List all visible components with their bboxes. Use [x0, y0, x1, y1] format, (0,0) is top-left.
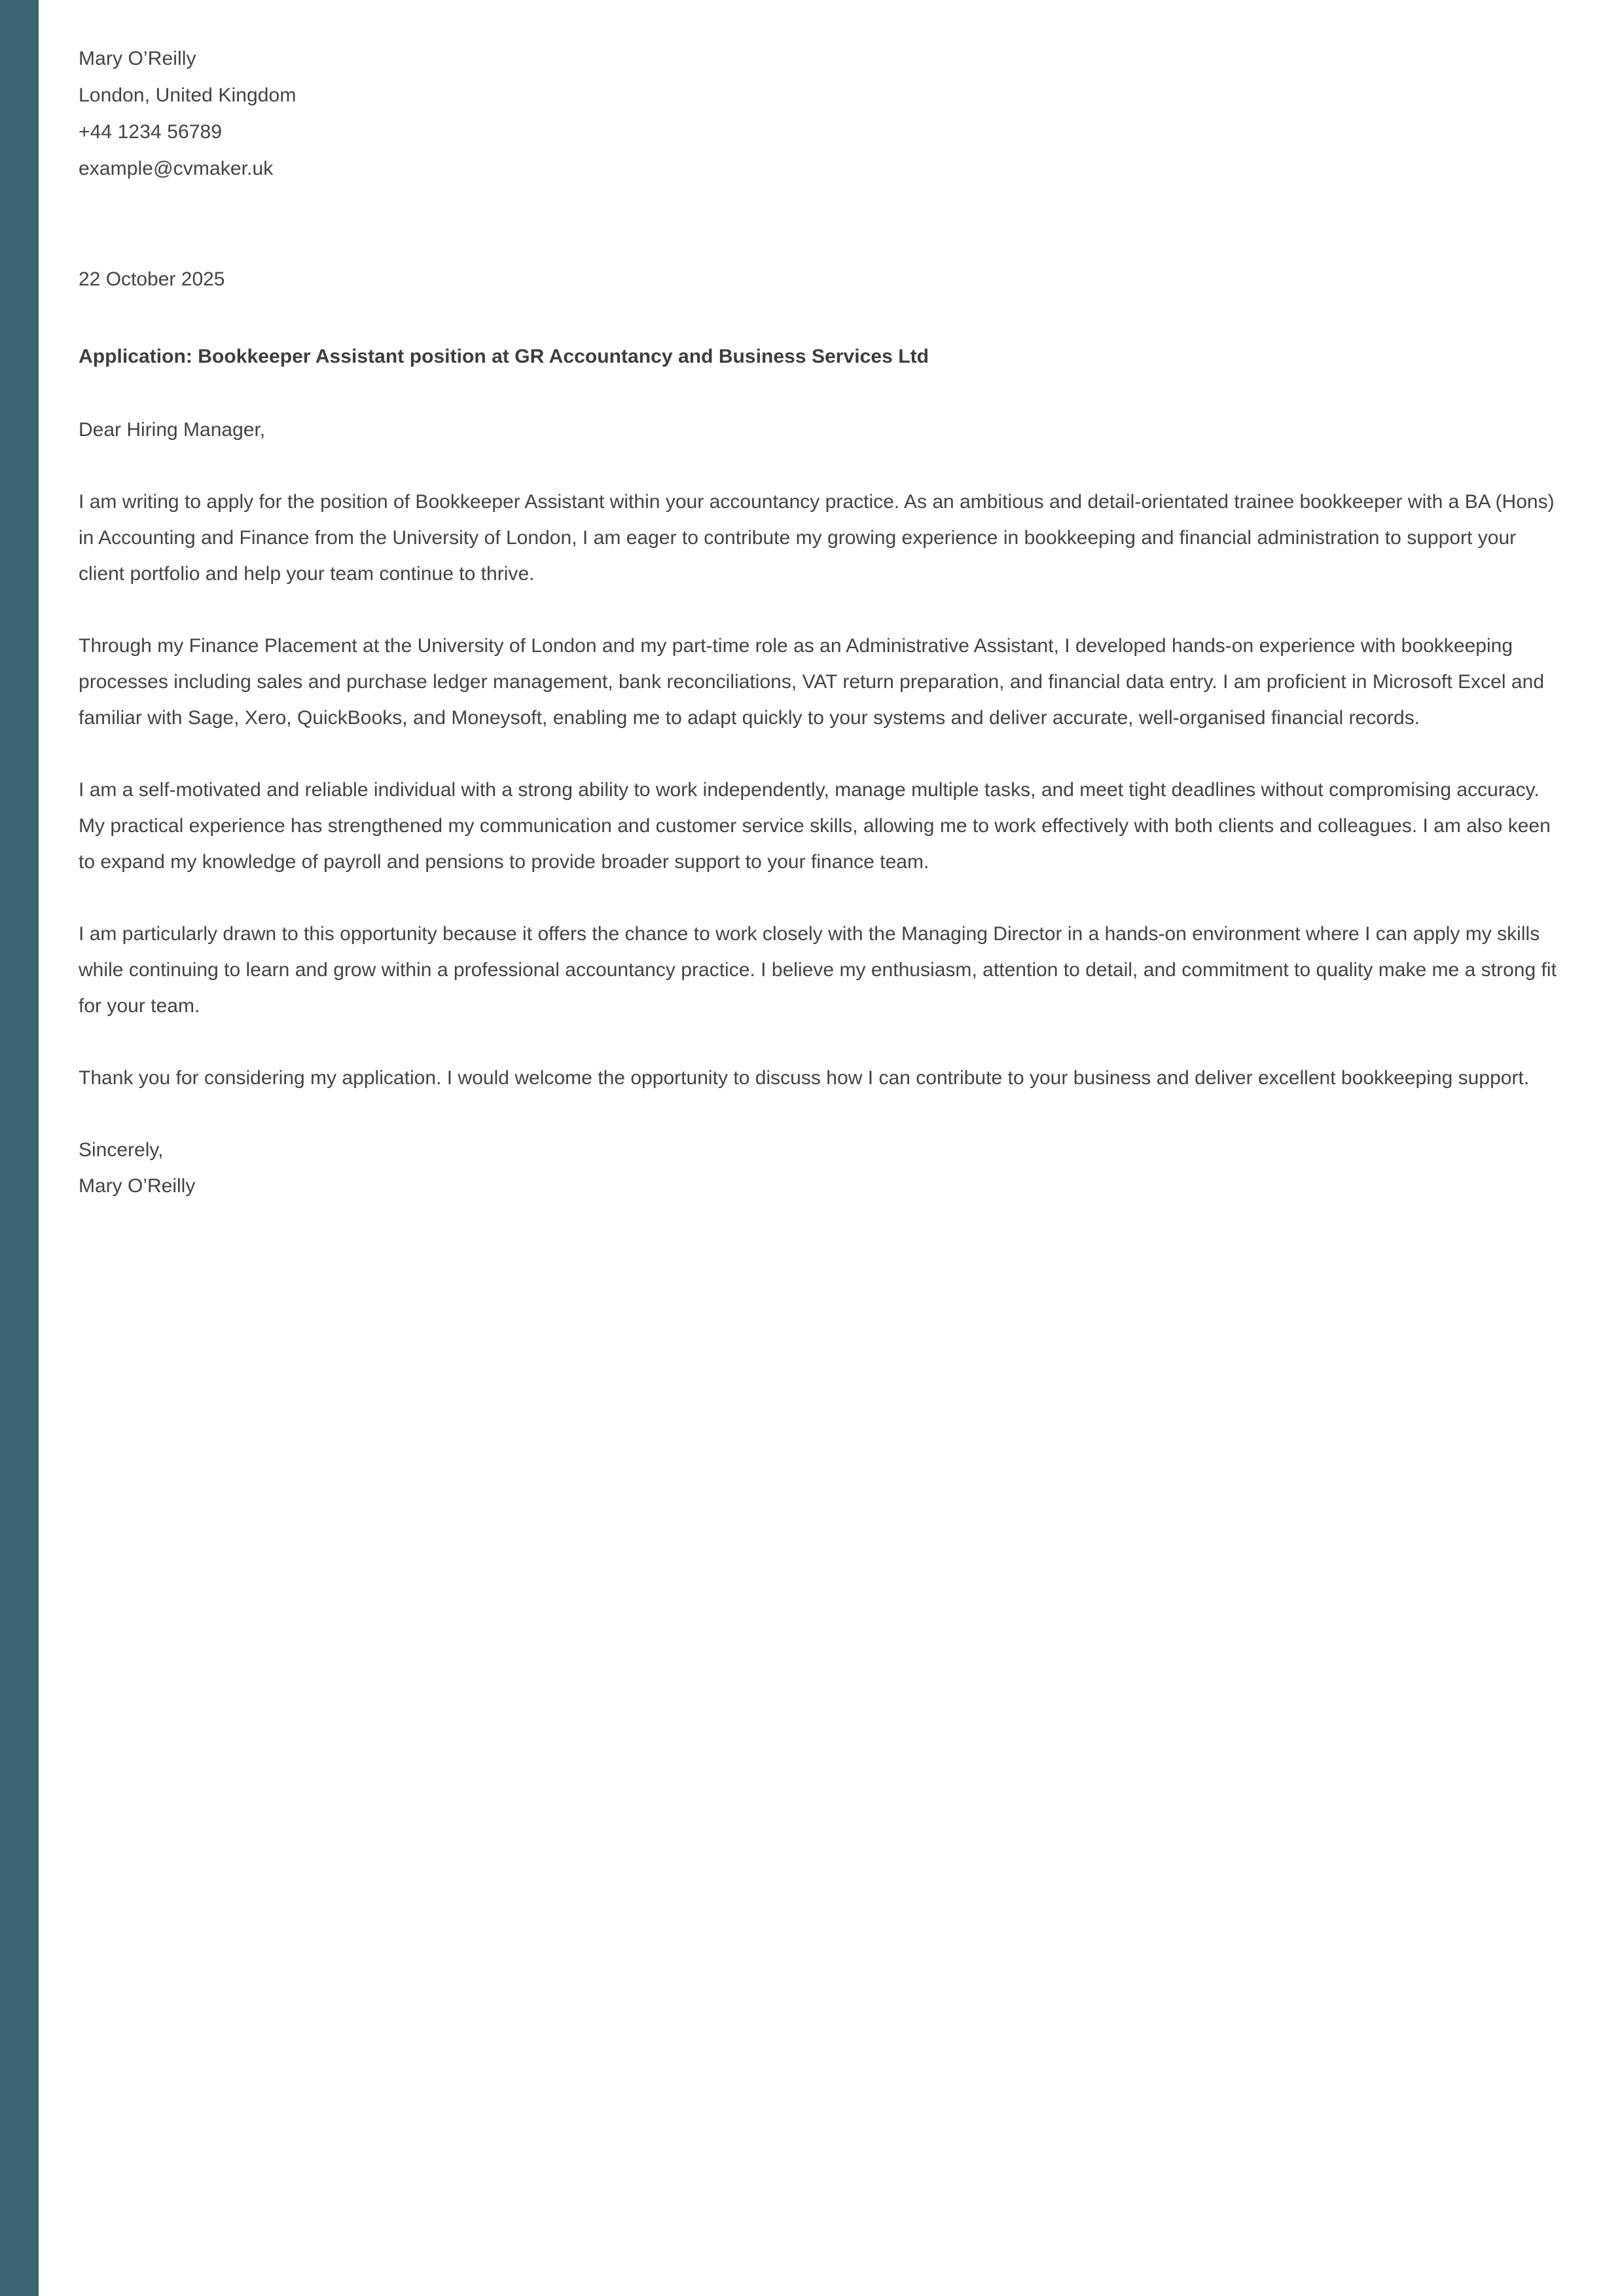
sender-contact-block — [79, 41, 1571, 187]
sender-location: London, United Kingdom — [79, 84, 297, 106]
letter-signature: Mary O’Reilly — [79, 1175, 196, 1197]
letter-date: 22 October 2025 — [79, 268, 225, 290]
sender-name: Mary O’Reilly — [79, 48, 196, 69]
letter-subject: Application: Bookkeeper Assistant position at GR Accountancy and Business Services Ltd — [79, 346, 929, 367]
letter-paragraph-5: Thank you for considering my application. I would welcome the opportunity to discuss how I can contribute to your business and deliver excellent bookkeeping support. — [79, 1067, 1530, 1089]
sender-phone: +44 1234 56789 — [79, 121, 223, 143]
letter-paragraph-2: Through my Finance Placement at the University of London and my part-time role as an Administrative Assistant, I developed hands-on experience with bookkeeping processes including sales and purchase ledger management, bank reconciliations, VAT return preparation, and financial data entry. I am proficient in Microsoft Excel and familiar with Sage, Xero, QuickBooks, and Moneysoft, enabling me to adapt quickly to your systems and deliver accurate, well-organised financial records. — [79, 635, 1545, 729]
letter-paragraph-3: I am a self-motivated and reliable individual with a strong ability to work independently, manage multiple tasks, and meet tight deadlines without compromising accuracy. My practical experience has strengthened my communication and customer service skills, allowing me to work effectively with both clients and colleagues. I am also keen to expand my knowledge of payroll and pensions to provide broader support to your finance team. — [79, 779, 1551, 873]
letter-content — [79, 0, 1571, 1204]
letter-closing-block — [79, 1132, 1571, 1204]
letter-closing: Sincerely, — [79, 1139, 164, 1161]
letter-paragraph-1: I am writing to apply for the position of Bookkeeper Assistant within your accountancy practice. As an ambitious and detail-orientated trainee bookkeeper with a BA (Hons) in Accounting and Finance from the University of London, I am eager to contribute my growing experience in bookkeeping and financial administration to support your client portfolio and help your team continue to thrive. — [79, 491, 1555, 585]
sender-email: example@cvmaker.uk — [79, 158, 274, 179]
letter-salutation: Dear Hiring Manager, — [79, 419, 266, 441]
letter-paragraph-4: I am particularly drawn to this opportunity because it offers the chance to work closely with the Managing Director in a hands-on environment where I can apply my skills while continuing to learn and grow within a professional accountancy practice. I believe my enthusiasm, attention to detail, and commitment to quality make me a strong fit for your team. — [79, 923, 1557, 1017]
accent-sidebar — [0, 0, 39, 2296]
